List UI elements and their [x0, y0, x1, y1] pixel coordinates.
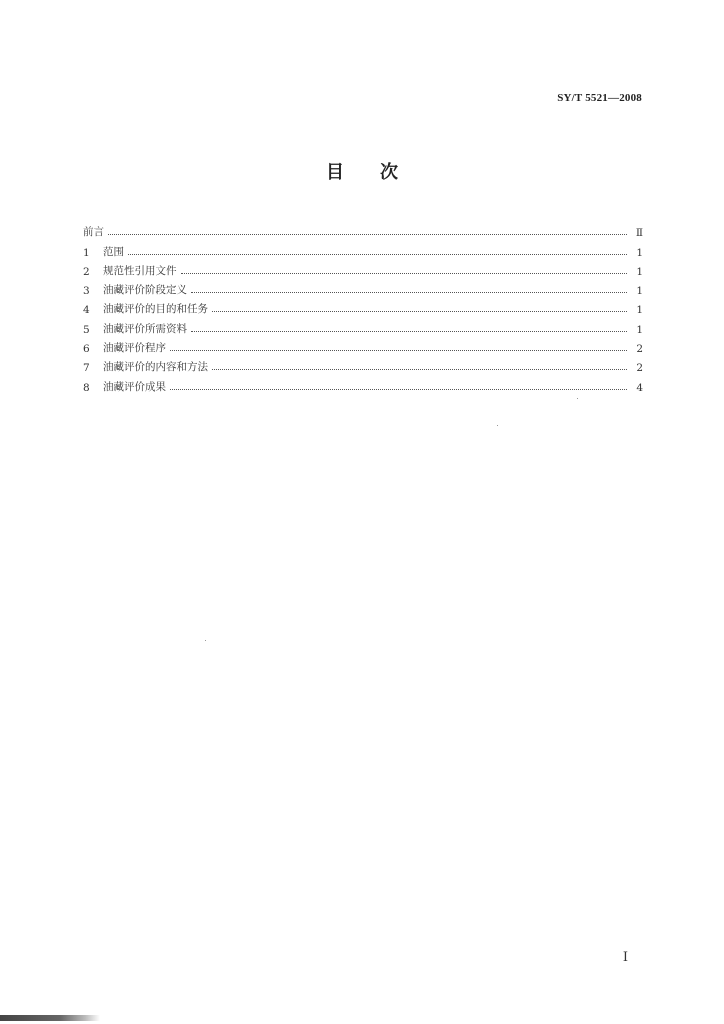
scan-speck [577, 398, 578, 399]
toc-entry-page: 1 [636, 246, 643, 259]
toc-entry-page: 1 [636, 265, 643, 278]
toc-entry-page: 1 [636, 285, 643, 298]
title-char-right: 次 [380, 162, 398, 183]
toc-entry-label: 油藏评价成果 [103, 380, 166, 393]
toc-entry-2[interactable] [83, 259, 643, 278]
toc-entry-number: 4 [83, 304, 90, 317]
toc-entry-1[interactable] [83, 239, 643, 258]
toc-entry-page: 2 [636, 362, 643, 375]
toc-entry-page: Ⅱ [635, 227, 643, 240]
standard-code: SY/T 5521—2008 [557, 92, 642, 104]
toc-entry-label: 油藏评价的内容和方法 [103, 361, 208, 374]
toc-entry-number: 7 [83, 362, 90, 375]
toc-entry-5[interactable] [83, 316, 643, 335]
toc-entry-number: 6 [83, 343, 90, 356]
toc-entry-page: 1 [636, 323, 643, 336]
toc-entry-page: 1 [636, 304, 643, 317]
scan-speck [205, 640, 206, 641]
dot-leader [170, 349, 627, 351]
toc-entry-8[interactable] [83, 374, 643, 393]
toc-entry-label: 油藏评价所需资料 [103, 322, 187, 335]
dot-leader [191, 291, 627, 293]
page-folio: I [622, 950, 628, 965]
toc-entry-label: 油藏评价的目的和任务 [103, 303, 208, 316]
dot-leader [181, 272, 628, 274]
scan-speck [497, 425, 498, 426]
table-of-contents [83, 220, 643, 394]
toc-entry-number: 2 [83, 265, 90, 278]
toc-entry-label: 前言 [83, 226, 104, 239]
dot-leader [191, 330, 627, 332]
toc-entry-6[interactable] [83, 336, 643, 355]
toc-entry-number: 1 [83, 246, 90, 259]
toc-entry-label: 油藏评价阶段定义 [103, 284, 187, 297]
toc-entry-page: 4 [636, 381, 643, 394]
toc-entry-4[interactable] [83, 297, 643, 316]
dot-leader [128, 253, 627, 255]
dot-leader [170, 388, 627, 390]
scan-artifact [0, 1015, 100, 1021]
page-title [0, 158, 724, 184]
dot-leader [212, 368, 627, 370]
dot-leader [108, 233, 627, 235]
toc-entry-label: 油藏评价程序 [103, 342, 166, 355]
toc-entry-number: 8 [83, 381, 90, 394]
toc-entry-number: 5 [83, 323, 90, 336]
toc-entry-7[interactable] [83, 355, 643, 374]
title-char-left: 目 [326, 162, 344, 183]
toc-entry-page: 2 [636, 343, 643, 356]
toc-entry-number: 3 [83, 285, 90, 298]
dot-leader [212, 310, 627, 312]
toc-entry-foreword[interactable] [83, 220, 643, 239]
toc-entry-label: 范围 [103, 245, 124, 258]
toc-entry-3[interactable] [83, 278, 643, 297]
toc-entry-label: 规范性引用文件 [103, 264, 177, 277]
